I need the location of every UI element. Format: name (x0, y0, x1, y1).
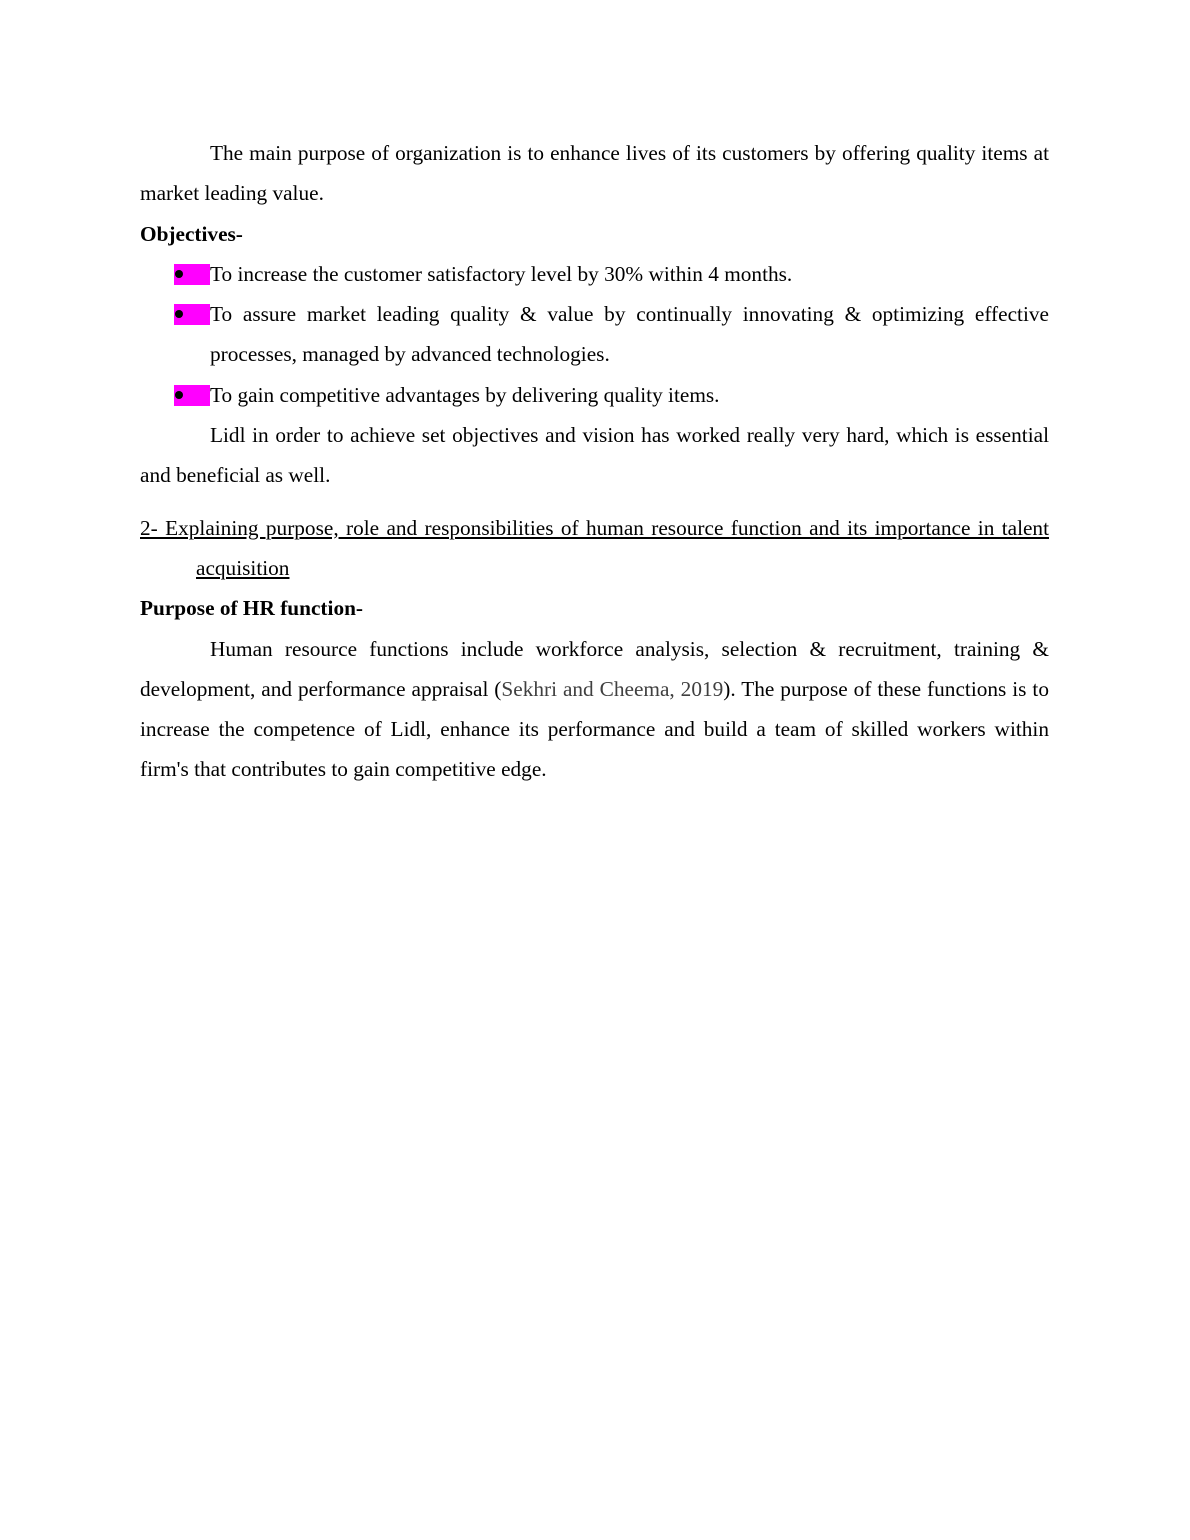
objective-item (140, 254, 1049, 294)
objective-text: To assure market leading quality & value by continually innovating & optimizing effective processes, managed by advanced technologies. (210, 302, 1049, 367)
objective-item (140, 294, 1049, 375)
bullet-dot-icon (175, 270, 183, 278)
citation: Sekhri and Cheema, 2019 (501, 676, 724, 701)
highlighted-bullet-icon (174, 264, 210, 285)
section-heading: 2- Explaining purpose, role and responsibilities of human resource function and its importance in talent acquisition (140, 515, 1049, 580)
hr-paragraph (140, 629, 1049, 790)
highlighted-bullet-icon (174, 385, 210, 406)
objectives-list (140, 254, 1049, 415)
bullet-dot-icon (175, 310, 183, 318)
objective-text: To gain competitive advantages by delivering quality items. (210, 382, 720, 407)
intro-paragraph: The main purpose of organization is to enhance lives of its customers by offering quality items at market leading value. (140, 141, 1049, 206)
lidl-paragraph: Lidl in order to achieve set objectives and vision has worked really very hard, which is essential and beneficial as well. (140, 423, 1049, 488)
hr-paragraph-text-start: Human resource functions include workforce analysis, selection & recruitment, training & development, and performance appraisal ( (140, 636, 1049, 701)
objective-text: To increase the customer satisfactory level by 30% within 4 months. (210, 261, 793, 286)
page-content (140, 133, 1049, 790)
bullet-dot-icon (175, 391, 183, 399)
hr-purpose-heading: Purpose of HR function- (140, 596, 364, 621)
objectives-heading: Objectives- (140, 221, 243, 246)
objective-item (140, 375, 1049, 415)
hr-paragraph-text-end: ). The purpose of these functions is to increase the competence of Lidl, enhance its performance and build a team of skilled workers within firm's that contributes to gain competitive edge. (140, 676, 1049, 782)
highlighted-bullet-icon (174, 304, 210, 325)
